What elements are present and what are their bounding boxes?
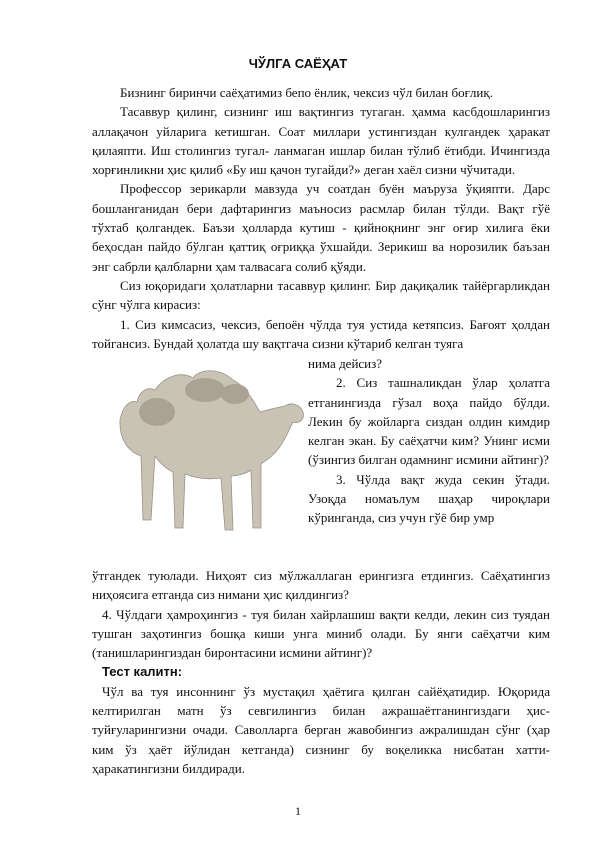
paragraph-9: Чўл ва туя инсоннинг ўз мустақил ҳаётига қилган сайёҳатидир. Юқорида келтирилган матн ўз севгилингиз билан ажрашаётганингиздаги ҳис-туйғуларингизни очади. Саволларга берган жавобингиз ажралишдан сўнг (ҳар ким ўз ҳаёт йўлидан кетганда) сизнинг бу воқеликка нисбатан хатти-ҳаракатингизни билдиради. (92, 683, 550, 776)
paragraph-3: Профессор зерикарли мавзуда уч соатдан буён маъруза ўқияпти. Дарс бошланганидан бери дафтарингиз маъносиз расмлар билан тўлди. Вақт гўё тўхтаб қолгандек. Баъзи ҳолларда кутиш - қийноқнинг энг оғир хилига ёки беҳосдан пайдо бўлган қаттиқ оғриққа ўхшайди. Зерикиш ва норозилик баъзан энг сабрли қалбларни ҳам талвасага солиб қўяди. (92, 181, 550, 274)
page-title: ЧЎЛГА САЁҲАТ (248, 56, 348, 71)
right-column (308, 354, 550, 528)
camel-illustration (95, 360, 310, 540)
intro-text (92, 83, 550, 353)
paragraph-4: Сиз юқоридаги ҳолатларни тасаввур қилинг. Бир дақиқалик тайёргарликдан сўнг чўлга кирасиз: (92, 277, 550, 313)
paragraph-1: Бизнинг биринчи саёҳатимиз бепо ёнлик, чексиз чўл билан боғлиқ. (120, 85, 493, 100)
paragraph-5-start: 1. Сиз кимсасиз, чексиз, бепоён чўлда туя устида кетяпсиз. Бағоят ҳолдан тойгансиз. Бундай ҳолатда шу вақтгача сизни кўтариб келган туяга (92, 316, 550, 351)
paragraph-6: 2. Сиз ташналикдан ўлар ҳолатга етганингизда гўзал воҳа пайдо бўлди. Лекин бу жойларга сиздан олдин кимдир келган экан. Бу саёҳатчи ким? Унинг исми (ўзингиз билган одамнинг исмини айтинг)? (308, 375, 550, 468)
paragraph-7-rest: ўтгандек туюлади. Ниҳоят сиз мўлжаллаган ерингизга етдингиз. Саёҳатингиз ниҳоясига етганда сиз нимани ҳис қилдингиз? (92, 568, 550, 603)
page-number: 1 (295, 804, 301, 818)
paragraph-2: Тасаввур қилинг, сизнинг иш вақтингиз тугаган. ҳамма касбдошларингиз аллақачон уйларига кетишган. Соат миллари устингиздан кулгандек ҳаракат қилаяпти. Иш столингиз тугал- ланмаган ишлар билан тўлиб ётибди. Ичингизда хорғинликни ҳис қилиб «Бу иш қачон тугайди?» деган хаёл сизни чўчитади. (92, 104, 550, 178)
bottom-text (92, 566, 550, 778)
paragraph-5-end: нима дейсиз? (308, 356, 383, 371)
paragraph-8: 4. Чўлдаги ҳамроҳингиз - туя билан хайрлашиш вақти келди, лекин сиз туядан тушган заҳотингиз бошқа киши унга миниб олади. Бу янги саёҳатчи ким (танишларингиздан биронтасини исмини айтинг)? (92, 606, 550, 661)
key-heading: Тест калитн: (102, 664, 183, 680)
paragraph-7-right: 3. Чўлда вақт жуда секин ўтади. Узоқда номаълум шаҳар чироқлари кўринганда, сиз учун гўё бир умр (308, 471, 550, 526)
